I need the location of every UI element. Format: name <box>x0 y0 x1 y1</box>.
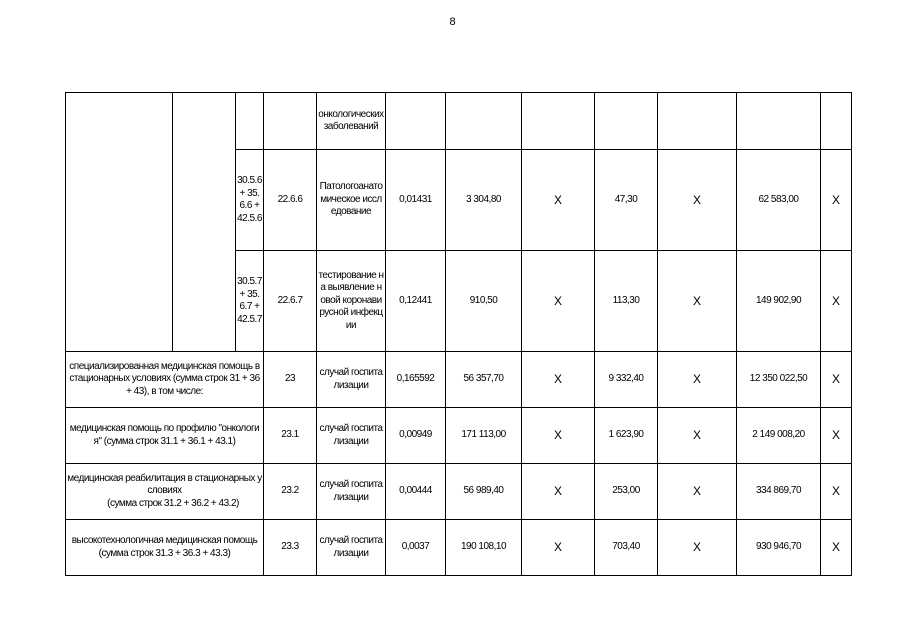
cost-cell: 910,50 <box>446 251 522 352</box>
x-cell: Х <box>658 150 737 251</box>
unit-cell: онкологических заболеваний <box>317 93 386 150</box>
unit-cell: случай госпитализации <box>317 408 386 464</box>
x-cell: Х <box>658 520 737 576</box>
x-cell: Х <box>522 464 595 520</box>
total-cell: 930 946,70 <box>737 520 821 576</box>
table-row <box>66 408 852 464</box>
x-cell: Х <box>821 150 852 251</box>
per-capita-cell: 47,30 <box>595 150 658 251</box>
code-cell: 23.1 <box>264 408 317 464</box>
norm-cell: 0,165592 <box>386 352 446 408</box>
table-row <box>66 352 852 408</box>
norm-cell: 0,01431 <box>386 150 446 251</box>
unit-cell: тестирование на выявление новой коронавирусной инфекции <box>317 251 386 352</box>
empty-cell <box>658 93 737 150</box>
unit-cell: случай госпитализации <box>317 464 386 520</box>
cost-cell: 56 989,40 <box>446 464 522 520</box>
x-cell: Х <box>821 251 852 352</box>
x-cell: Х <box>658 352 737 408</box>
empty-cell <box>595 93 658 150</box>
name-line: (сумма строк 31.2 + 36.2 + 43.2) <box>107 497 239 509</box>
empty-cell <box>446 93 522 150</box>
x-cell: Х <box>821 464 852 520</box>
name-cell <box>66 464 264 520</box>
empty-cell <box>66 93 173 352</box>
per-capita-cell: 113,30 <box>595 251 658 352</box>
code-cell: 22.6.7 <box>264 251 317 352</box>
norm-cell: 0,12441 <box>386 251 446 352</box>
total-cell: 149 902,90 <box>737 251 821 352</box>
table-row <box>66 520 852 576</box>
unit-cell: случай госпитализации <box>317 352 386 408</box>
empty-cell <box>821 93 852 150</box>
x-cell: Х <box>522 520 595 576</box>
x-cell: Х <box>522 150 595 251</box>
total-cell: 12 350 022,50 <box>737 352 821 408</box>
cost-cell: 56 357,70 <box>446 352 522 408</box>
empty-cell <box>236 93 264 150</box>
x-cell: Х <box>522 251 595 352</box>
norm-cell: 0,0037 <box>386 520 446 576</box>
x-cell: Х <box>522 352 595 408</box>
code-cell: 23.2 <box>264 464 317 520</box>
unit-cell: случай госпитализации <box>317 520 386 576</box>
code-cell: 23 <box>264 352 317 408</box>
total-cell: 334 869,70 <box>737 464 821 520</box>
name-line: медицинская реабилитация в стационарных условиях <box>67 472 262 497</box>
code-cell: 23.3 <box>264 520 317 576</box>
empty-cell <box>522 93 595 150</box>
x-cell: Х <box>658 408 737 464</box>
empty-cell <box>173 93 236 352</box>
code-cell: 22.6.6 <box>264 150 317 251</box>
empty-cell <box>386 93 446 150</box>
per-capita-cell: 1 623,90 <box>595 408 658 464</box>
x-cell: Х <box>821 408 852 464</box>
table-row <box>66 464 852 520</box>
name-cell: высокотехнологичная медицинская помощь (сумма строк 31.3 + 36.3 + 43.3) <box>66 520 264 576</box>
unit-cell: Патологоанатомическое исследование <box>317 150 386 251</box>
tariff-table <box>65 92 852 576</box>
name-cell: специализированная медицинская помощь в стационарных условиях (сумма строк 31 + 36 + 43), в том числе: <box>66 352 264 408</box>
formula-cell: 30.5.6 + 35.6.6 + 42.5.6 <box>236 150 264 251</box>
cost-cell: 171 113,00 <box>446 408 522 464</box>
norm-cell: 0,00444 <box>386 464 446 520</box>
per-capita-cell: 703,40 <box>595 520 658 576</box>
page-number: 8 <box>449 16 456 28</box>
per-capita-cell: 9 332,40 <box>595 352 658 408</box>
x-cell: Х <box>821 352 852 408</box>
name-cell: медицинская помощь по профилю "онкология" (сумма строк 31.1 + 36.1 + 43.1) <box>66 408 264 464</box>
x-cell: Х <box>522 408 595 464</box>
norm-cell: 0,00949 <box>386 408 446 464</box>
x-cell: Х <box>658 464 737 520</box>
x-cell: Х <box>821 520 852 576</box>
empty-cell <box>737 93 821 150</box>
total-cell: 62 583,00 <box>737 150 821 251</box>
formula-cell: 30.5.7 + 35.6.7 + 42.5.7 <box>236 251 264 352</box>
per-capita-cell: 253,00 <box>595 464 658 520</box>
empty-cell <box>264 93 317 150</box>
cost-cell: 190 108,10 <box>446 520 522 576</box>
total-cell: 2 149 008,20 <box>737 408 821 464</box>
x-cell: Х <box>658 251 737 352</box>
table-row <box>66 93 852 150</box>
cost-cell: 3 304,80 <box>446 150 522 251</box>
